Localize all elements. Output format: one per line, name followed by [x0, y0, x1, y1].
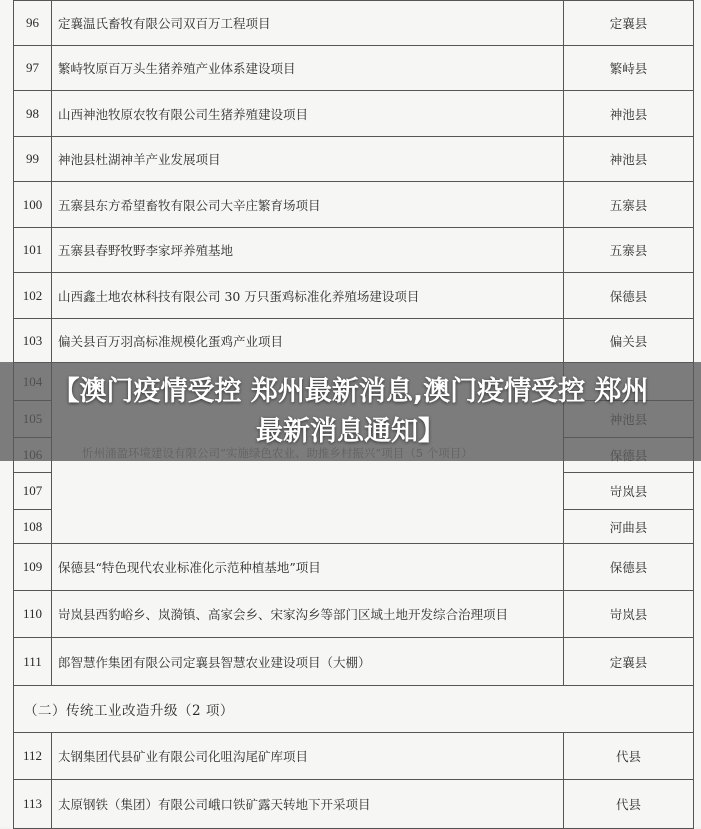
- row-number: 101: [14, 228, 52, 273]
- row-number: 112: [14, 733, 52, 780]
- row-number: 109: [14, 544, 52, 591]
- table-row: [14, 780, 694, 829]
- project-name: 保德县“特色现代农业标准化示范种植基地”项目: [52, 544, 564, 591]
- county-name: 五寨县: [564, 228, 694, 273]
- row-number: 107: [14, 473, 52, 510]
- table-row: [14, 182, 694, 228]
- county-name: 定襄县: [564, 638, 694, 686]
- row-number: 99: [14, 137, 52, 182]
- county-name: 定襄县: [564, 1, 694, 46]
- county-name: 神池县: [564, 91, 694, 137]
- county-name: 岢岚县: [564, 591, 694, 638]
- row-number: 100: [14, 182, 52, 228]
- project-name: 定襄温氏畜牧有限公司双百万工程项目: [52, 1, 564, 46]
- row-number: 108: [14, 510, 52, 544]
- row-number: 97: [14, 46, 52, 91]
- county-name: 保德县: [564, 273, 694, 319]
- county-name: 代县: [564, 733, 694, 780]
- row-number: 110: [14, 591, 52, 638]
- section-row: [14, 686, 694, 733]
- title-banner: [0, 362, 701, 461]
- project-name: 太钢集团代县矿业有限公司化咀沟尾矿库项目: [52, 733, 564, 780]
- county-name: 保德县: [564, 544, 694, 591]
- table-row: [14, 137, 694, 182]
- project-name: 神池县杜湖神羊产业发展项目: [52, 137, 564, 182]
- project-name: 繁峙牧原百万头生猪养殖产业体系建设项目: [52, 46, 564, 91]
- table-row: [14, 273, 694, 319]
- table-row: [14, 638, 694, 686]
- table-row: [14, 1, 694, 46]
- county-name: 偏关县: [564, 319, 694, 363]
- project-name: 郎智慧作集团有限公司定襄县智慧农业建设项目（大棚）: [52, 638, 564, 686]
- county-name: 河曲县: [564, 510, 694, 544]
- project-name: 山西鑫土地农林科技有限公司 30 万只蛋鸡标准化养殖场建设项目: [52, 273, 564, 319]
- row-number: 103: [14, 319, 52, 363]
- project-name: 山西神池牧原农牧有限公司生猪养殖建设项目: [52, 91, 564, 137]
- row-number: 111: [14, 638, 52, 686]
- table-row: [14, 46, 694, 91]
- project-name: 太原钢铁（集团）有限公司峨口铁矿露天转地下开采项目: [52, 780, 564, 829]
- table-row: [14, 544, 694, 591]
- project-name: 偏关县百万羽高标准规模化蛋鸡产业项目: [52, 319, 564, 363]
- banner-title: 【澳门疫情受控 郑州最新消息,澳门疫情受控 郑州最新消息通知】: [52, 375, 649, 447]
- section-heading: （二）传统工业改造升级（2 项）: [14, 686, 694, 733]
- row-number: 98: [14, 91, 52, 137]
- table-row: [14, 319, 694, 363]
- row-number: 102: [14, 273, 52, 319]
- table-row: [14, 591, 694, 638]
- project-name: 五寨县东方希望畜牧有限公司大辛庄繁育场项目: [52, 182, 564, 228]
- row-number: 113: [14, 780, 52, 829]
- county-name: 五寨县: [564, 182, 694, 228]
- table-row: [14, 91, 694, 137]
- project-name: 岢岚县西豹峪乡、岚漪镇、高家会乡、宋家沟乡等部门区域土地开发综合治理项目: [52, 591, 564, 638]
- county-name: 岢岚县: [564, 473, 694, 510]
- row-number: 96: [14, 1, 52, 46]
- county-name: 神池县: [564, 137, 694, 182]
- table-row: [14, 228, 694, 273]
- table-row: [14, 733, 694, 780]
- county-name: 繁峙县: [564, 46, 694, 91]
- project-name: 五寨县春野牧野李家坪养殖基地: [52, 228, 564, 273]
- county-name: 代县: [564, 780, 694, 829]
